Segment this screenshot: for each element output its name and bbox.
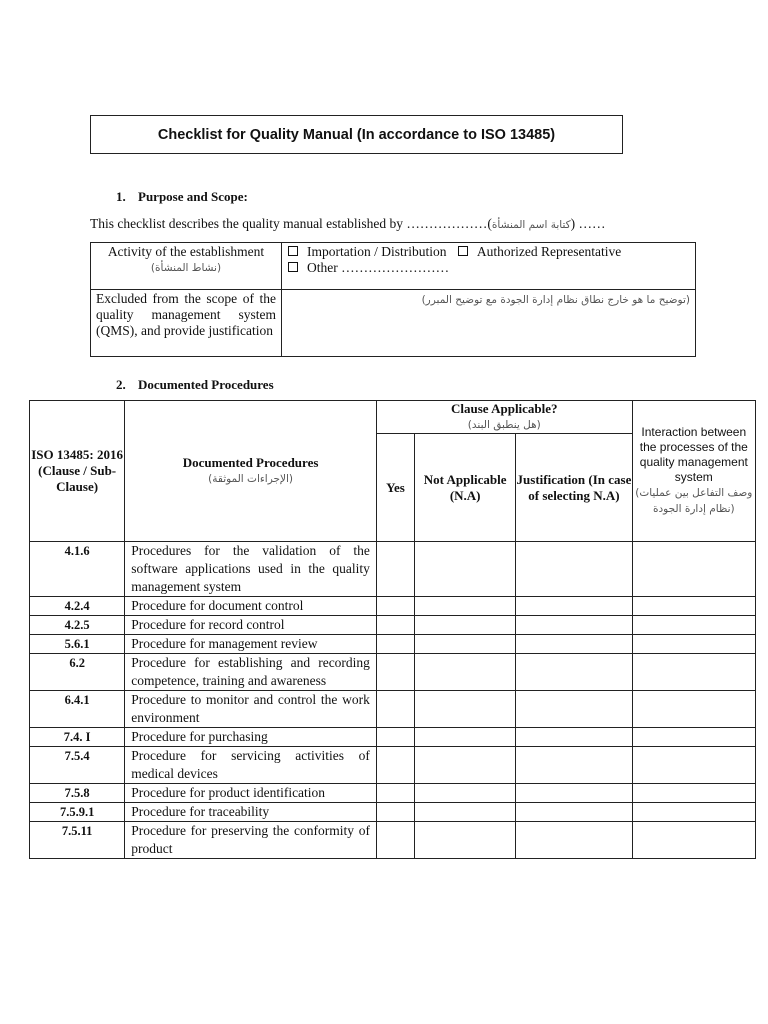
header-applicable-ar: (هل ينطبق البند): [467, 419, 541, 432]
scope-table: [90, 242, 696, 357]
interaction-cell[interactable]: [632, 728, 755, 747]
section-2-title: Documented Procedures: [138, 377, 274, 392]
interaction-cell[interactable]: [632, 635, 755, 654]
justification-cell[interactable]: [516, 803, 632, 822]
excluded-label-cell: [91, 290, 282, 357]
header-na: [415, 434, 516, 542]
activity-options-line-1: [287, 244, 690, 260]
interaction-cell[interactable]: [632, 597, 755, 616]
header-yes-text: Yes: [386, 479, 405, 495]
header-procedures-ar: (الإجراءات الموثقة): [208, 473, 294, 485]
other-label: Other ……………………: [307, 260, 450, 275]
header-justification: [516, 434, 632, 542]
na-cell[interactable]: [415, 822, 516, 859]
clause-cell: 5.6.1: [30, 635, 125, 654]
justification-cell[interactable]: [516, 784, 632, 803]
interaction-cell[interactable]: [632, 691, 755, 728]
other-checkbox[interactable]: [288, 262, 298, 272]
procedure-cell: Procedure for document control: [125, 597, 377, 616]
procedure-cell: Procedure for purchasing: [125, 728, 377, 747]
na-cell[interactable]: [415, 542, 516, 597]
yes-cell[interactable]: [376, 747, 414, 784]
interaction-cell[interactable]: [632, 542, 755, 597]
importation-label: Importation / Distribution: [307, 244, 447, 259]
activity-options-cell: [282, 243, 696, 290]
justification-cell[interactable]: [516, 747, 632, 784]
yes-cell[interactable]: [376, 822, 414, 859]
excluded-label: Excluded from the scope of the quality management system (QMS), and provide justification: [96, 291, 276, 338]
yes-cell[interactable]: [376, 691, 414, 728]
na-cell[interactable]: [415, 635, 516, 654]
header-applicable-text: Clause Applicable?: [451, 401, 558, 417]
procedure-cell: Procedure for servicing activities of medical devices: [125, 747, 377, 784]
procedure-cell: Procedure for traceability: [125, 803, 377, 822]
table-row: [30, 654, 756, 691]
na-cell[interactable]: [415, 597, 516, 616]
header-clause-text: ISO 13485: 2016 (Clause / Sub-Clause): [31, 447, 123, 494]
authorized-rep-checkbox[interactable]: [458, 246, 468, 256]
header-procedures-text: Documented Procedures: [182, 455, 319, 470]
clause-cell: 4.2.5: [30, 616, 125, 635]
header-yes: [376, 434, 414, 542]
na-cell[interactable]: [415, 728, 516, 747]
procedures-table: [29, 400, 756, 859]
na-cell[interactable]: [415, 654, 516, 691]
section-1-heading: [116, 189, 248, 205]
clause-cell: 6.4.1: [30, 691, 125, 728]
header-clause: [30, 401, 125, 542]
section-1-title: Purpose and Scope:: [138, 189, 248, 204]
procedure-cell: Procedure for record control: [125, 616, 377, 635]
interaction-cell[interactable]: [632, 747, 755, 784]
section-1-number: 1.: [116, 189, 126, 204]
excluded-row: [91, 290, 696, 357]
clause-cell: 4.1.6: [30, 542, 125, 597]
justification-cell[interactable]: [516, 616, 632, 635]
table-row: [30, 784, 756, 803]
document-title: [90, 115, 623, 154]
justification-cell[interactable]: [516, 822, 632, 859]
table-row: [30, 691, 756, 728]
interaction-cell[interactable]: [632, 616, 755, 635]
activity-label-cell: [91, 243, 282, 290]
excluded-value-cell[interactable]: [282, 290, 696, 357]
yes-cell[interactable]: [376, 542, 414, 597]
table-row: [30, 803, 756, 822]
yes-cell[interactable]: [376, 597, 414, 616]
document-title-text: Checklist for Quality Manual (In accordance to ISO 13485): [157, 126, 556, 143]
procedure-cell: Procedure for preserving the conformity of product: [125, 822, 377, 859]
yes-cell[interactable]: [376, 803, 414, 822]
clause-cell: 6.2: [30, 654, 125, 691]
header-interaction: [632, 401, 755, 542]
justification-cell[interactable]: [516, 691, 632, 728]
table-row: [30, 616, 756, 635]
table-row: [30, 597, 756, 616]
justification-cell[interactable]: [516, 635, 632, 654]
header-justification-text: Justification (In case of selecting N.A): [516, 471, 632, 503]
authorized-rep-label: Authorized Representative: [476, 244, 622, 259]
intro-sentence: [90, 216, 606, 232]
procedures-header-row-1: [30, 401, 756, 434]
table-row: [30, 822, 756, 859]
header-na-text: Not Applicable (N.A): [423, 471, 507, 503]
table-row: [30, 728, 756, 747]
clause-cell: 7.5.11: [30, 822, 125, 859]
procedures-body: [30, 542, 756, 859]
activity-label: Activity of the establishment: [107, 244, 265, 259]
justification-cell[interactable]: [516, 728, 632, 747]
clause-cell: 7.5.4: [30, 747, 125, 784]
intro-suffix: ) ……: [570, 216, 606, 231]
importation-checkbox[interactable]: [288, 246, 298, 256]
interaction-cell[interactable]: [632, 803, 755, 822]
procedure-cell: Procedure for product identification: [125, 784, 377, 803]
intro-establishment-name-ar: كتابة اسم المنشأة: [491, 219, 571, 231]
header-interaction-text: Interaction between the processes of the quality management system: [639, 425, 748, 484]
activity-label-ar: (نشاط المنشأة): [150, 262, 222, 274]
yes-cell[interactable]: [376, 654, 414, 691]
section-2-heading: [116, 377, 274, 393]
header-interaction-ar: (وصف التفاعل بين عمليات نظام إدارة الجودة): [635, 487, 753, 515]
justification-cell[interactable]: [516, 542, 632, 597]
na-cell[interactable]: [415, 803, 516, 822]
clause-cell: 7.5.9.1: [30, 803, 125, 822]
interaction-cell[interactable]: [632, 822, 755, 859]
justification-cell[interactable]: [516, 654, 632, 691]
header-applicable: [376, 401, 632, 434]
section-2-number: 2.: [116, 377, 126, 392]
na-cell[interactable]: [415, 616, 516, 635]
procedure-cell: Procedures for the validation of the software applications used in the quality management system: [125, 542, 377, 597]
table-row: [30, 635, 756, 654]
table-row: [30, 747, 756, 784]
table-row: [30, 542, 756, 597]
excluded-value-ar: (توضيح ما هو خارج نطاق نظام إدارة الجودة مع توضيح المبرر): [421, 294, 690, 306]
intro-text: This checklist describes the quality manual established by ………………(: [90, 216, 492, 231]
procedure-cell: Procedure for establishing and recording competence, training and awareness: [125, 654, 377, 691]
activity-options-line-2: [287, 260, 690, 276]
clause-cell: 7.5.8: [30, 784, 125, 803]
interaction-cell[interactable]: [632, 784, 755, 803]
header-procedures: [125, 401, 377, 542]
activity-row: [91, 243, 696, 290]
na-cell[interactable]: [415, 784, 516, 803]
clause-cell: 7.4. I: [30, 728, 125, 747]
justification-cell[interactable]: [516, 597, 632, 616]
procedure-cell: Procedure to monitor and control the work environment: [125, 691, 377, 728]
interaction-cell[interactable]: [632, 654, 755, 691]
yes-cell[interactable]: [376, 728, 414, 747]
yes-cell[interactable]: [376, 784, 414, 803]
na-cell[interactable]: [415, 747, 516, 784]
clause-cell: 4.2.4: [30, 597, 125, 616]
procedure-cell: Procedure for management review: [125, 635, 377, 654]
yes-cell[interactable]: [376, 635, 414, 654]
yes-cell[interactable]: [376, 616, 414, 635]
na-cell[interactable]: [415, 691, 516, 728]
